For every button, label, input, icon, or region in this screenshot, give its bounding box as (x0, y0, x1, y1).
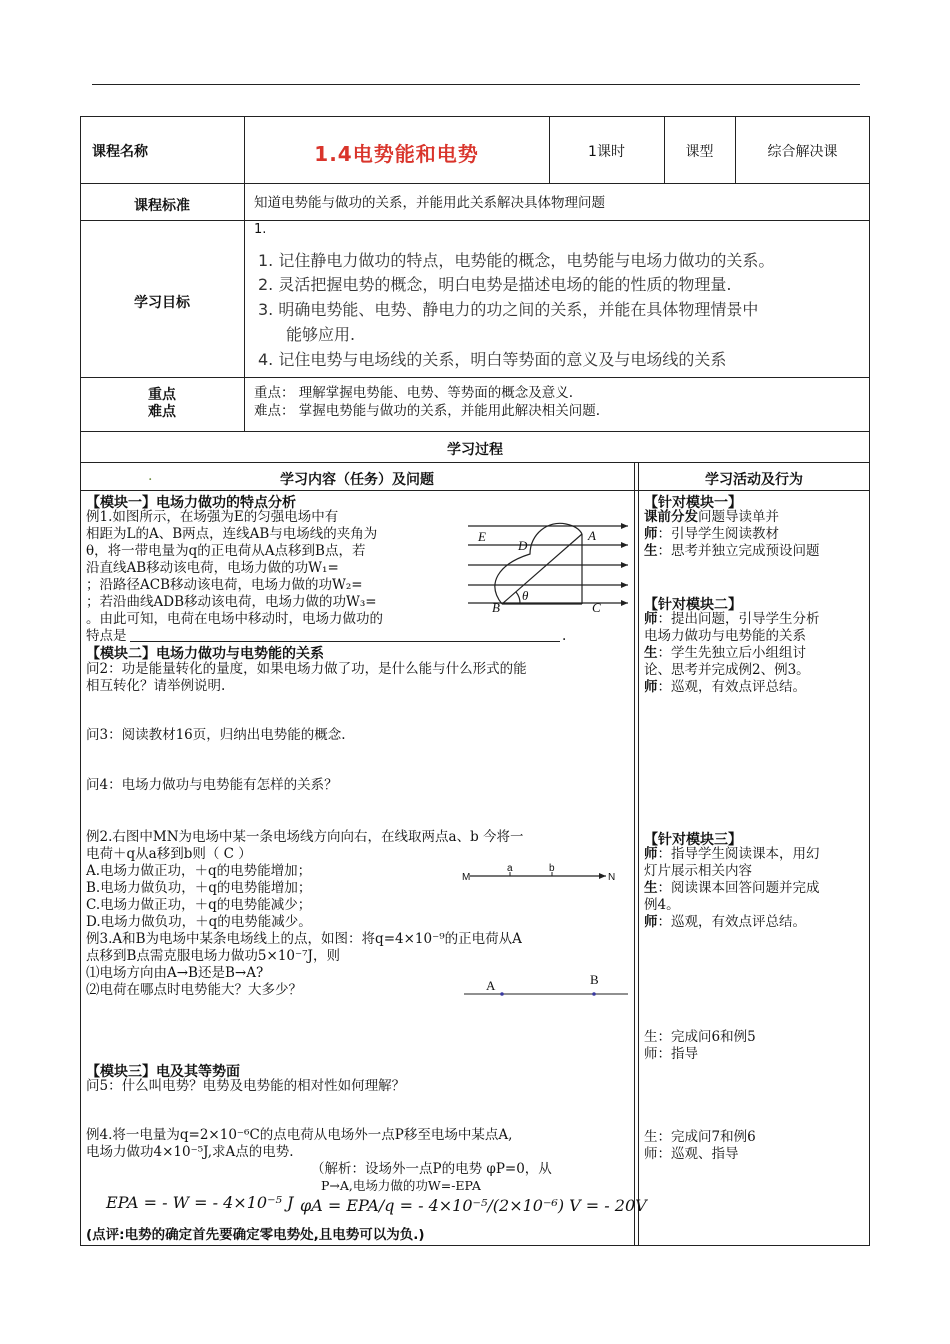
activity-text: ：学生先独立后小组组讨 (657, 645, 806, 661)
standard-label: 课程标准 (134, 198, 190, 214)
field-path-diagram (458, 514, 634, 616)
angle-arc (516, 592, 520, 604)
label-m: M (462, 872, 471, 883)
difficulty-label: 难点 (148, 404, 176, 420)
activity3-line (644, 880, 820, 897)
question2: 相互转化？请举例说明. (86, 678, 226, 694)
course-hours: 1课时 (588, 144, 625, 160)
activity1-line (644, 509, 779, 526)
goal-item: 1. 记住静电力做功的特点，电势能的概念，电势能与电场力做功的关系。 (258, 251, 775, 270)
process-title: 学习过程 (447, 442, 503, 458)
label-b: B (590, 972, 599, 987)
example1-line: 特点是 (86, 628, 127, 644)
example2-option: C.电场力做正功，＋q的电势能减少； (86, 897, 312, 913)
example1-line: 例1.如图所示，在场强为E的匀强电场中有 (86, 509, 339, 525)
activity-text: ：指导学生阅读课本，用幻 (657, 846, 820, 862)
ab-field-line-diagram (462, 968, 632, 1002)
goal-item: 能够应用. (286, 325, 356, 344)
remark: (点评:电势的确定首先要确定零电势处,且电势可以为负.) (86, 1227, 425, 1243)
label-a: A (486, 978, 496, 993)
activity-role: 师 (644, 914, 658, 930)
example2-option: B.电场力做负功，＋q的电势能增加； (86, 880, 312, 896)
col-right-header: 学习活动及行为 (705, 472, 803, 488)
label-d: D (518, 538, 528, 553)
analysis-line: P→A,电场力做的功W=-EPA (321, 1178, 481, 1193)
label-c: C (592, 600, 601, 615)
activity-text: 电场力做功与电势能的关系 (644, 628, 806, 644)
label-a-point: a (507, 863, 513, 874)
example2-line: 例2.右图中MN为电场中某一条电场线方向向右，在线取两点a、b 今将一 (86, 829, 524, 845)
label-n: N (608, 872, 616, 883)
activity-text: 灯片展示相关内容 (644, 863, 752, 879)
activity-text: ：提出问题，引导学生分析 (657, 611, 820, 627)
example1-line: 相距为L的A、B两点，连线AB与电场线的夹角为 (86, 526, 378, 542)
activity-text: 例4。 (644, 897, 680, 913)
goals-label: 学习目标 (134, 295, 190, 311)
activity-role: 师 (644, 526, 658, 542)
activity2-line (644, 679, 806, 696)
question3: 问3：阅读教材16页，归纳出电势能的概念. (86, 727, 346, 743)
activity-text: ：阅读课本回答问题并完成 (657, 880, 820, 896)
activity3-title: 【针对模块三】 (644, 832, 742, 848)
key-label: 重点 (148, 387, 176, 403)
activity-text: 论、思考并完成例2、例3。 (644, 662, 810, 678)
goal-item: 3. 明确电势能、电势、静电力的功之间的关系，并能在具体物理情景中 (258, 300, 759, 319)
label-b: B (492, 600, 500, 615)
activity2-line (644, 628, 806, 645)
activity-text: ：思考并独立完成预设问题 (657, 543, 820, 559)
activity-text: 问题导读单并 (698, 509, 779, 525)
activity2-line (644, 645, 806, 662)
activity-role: 师 (644, 611, 658, 627)
col-left-header: 学习内容（任务）及问题 (280, 472, 434, 488)
module2-title: 【模块二】电场力做功与电势能的关系 (86, 646, 324, 662)
goal-item: 4. 记住电势与电场线的关系，明白等势面的意义及与电场线的关系 (258, 350, 727, 369)
label-a: A (588, 528, 596, 543)
key-point: 重点： 理解掌握电势能、电势、等势面的概念及意义. (254, 385, 574, 401)
activity1-title: 【针对模块一】 (644, 495, 742, 511)
activity-role: 师 (644, 679, 658, 695)
activity2-title: 【针对模块二】 (644, 597, 742, 613)
header-rule (92, 84, 860, 85)
example3-line: ⑴电场方向由A→B还是B→A? (86, 965, 264, 981)
module1-title: 【模块一】电场力做功的特点分析 (86, 495, 296, 511)
activity3-line (644, 846, 820, 863)
course-type-value: 综合解决课 (767, 144, 838, 160)
activity-text: ：引导学生阅读教材 (657, 526, 779, 542)
activity-text: ：巡观，有效点评总结。 (657, 679, 806, 695)
question2: 问2：功是能量转化的量度，如果电场力做了功，是什么能与什么形式的能 (86, 661, 527, 677)
label-e: E (478, 529, 486, 544)
activity2-line (644, 662, 810, 679)
course-name-label: 课程名称 (92, 144, 148, 160)
example2-line: 电荷＋q从a移到b则（ C ） (86, 846, 252, 862)
equation-epa: EPA = - W = - 4×10⁻⁵ J (106, 1193, 294, 1212)
equation-potential: φA = EPA/q = - 4×10⁻⁵/(2×10⁻⁶) V = - 20V (300, 1196, 647, 1215)
example1-line: ；沿路径ACB移动该电荷，电场力做的功W₂= (86, 577, 363, 593)
standard-text: 知道电势能与做功的关系，并能用此关系解决具体物理问题 (254, 195, 605, 211)
activity-note: 生：完成问7和例6 (644, 1129, 756, 1145)
goals-lead: 1. (254, 222, 267, 237)
activity-role: 生 (644, 645, 658, 661)
answer-period: . (562, 628, 567, 644)
mn-field-line-diagram (462, 860, 618, 886)
activity-role: 师 (644, 846, 658, 862)
page-title: 1.4电势能和电势 (314, 142, 479, 166)
path-adb (495, 523, 582, 604)
activity-text: ：巡观，有效点评总结。 (657, 914, 806, 930)
example3-line: 点移到B点需克服电场力做功5×10⁻⁷J，则 (86, 948, 340, 964)
example3-line: 例3.A和B为电场中某条电场线上的点，如图：将q=4×10⁻⁹的正电荷从A (86, 931, 522, 947)
example2-option: A.电场力做正功，＋q的电势能增加； (86, 863, 312, 879)
activity2-line (644, 611, 820, 628)
analysis-line: （解析：设场外一点P的电势 φP=0，从 (311, 1161, 552, 1177)
example4-line: 例4.将一电量为q=2×10⁻⁶C的点电荷从电场外一点P移至电场中某点A, (86, 1127, 513, 1143)
question4: 问4：电场力做功与电势能有怎样的关系？ (86, 777, 338, 793)
difficulty-point: 难点： 掌握电势能与做功的关系，并能用此解决相关问题. (254, 403, 601, 419)
answer-blank (130, 641, 560, 642)
activity-role: 课前分发 (644, 509, 698, 525)
activity-role: 生 (644, 543, 658, 559)
activity3-line (644, 914, 806, 931)
activity-note: 师：巡观、指导 (644, 1146, 739, 1162)
example1-line: 沿直线AB移动该电荷，电场力做的功W₁= (86, 560, 339, 576)
activity-note: 生：完成问6和例5 (644, 1029, 756, 1045)
activity1-line (644, 543, 820, 560)
goal-item: 2. 灵活把握电势的概念，明白电势是描述电场的能的性质的物理量. (258, 275, 732, 294)
label-theta: θ (522, 588, 529, 603)
question5: 问5：什么叫电势？电势及电势能的相对性如何理解？ (86, 1078, 406, 1094)
course-type-label: 课型 (685, 144, 714, 160)
example2-option: D.电场力做负功，＋q的电势能减少。 (86, 914, 312, 930)
activity3-line (644, 863, 752, 880)
label-b-point: b (549, 863, 555, 874)
activity-role: 生 (644, 880, 658, 896)
example4-line: 电场力做功4×10⁻⁵J,求A点的电势. (86, 1144, 294, 1160)
example1-line: ；若沿曲线ADB移动该电荷，电场力做的功W₃= (86, 594, 377, 610)
example1-line: 。由此可知，电荷在电场中移动时，电场力做功的 (86, 611, 383, 627)
module3-title: 【模块三】电及其等势面 (86, 1064, 240, 1080)
example3-line: ⑵电荷在哪点时电势能大？大多少？ (86, 982, 302, 998)
activity3-line (644, 897, 680, 914)
activity-note: 师：指导 (644, 1046, 698, 1062)
decor-dot: . (148, 468, 153, 484)
example1-line: θ，将一带电量为q的正电荷从A点移到B点，若 (86, 543, 366, 559)
activity1-line (644, 526, 779, 543)
